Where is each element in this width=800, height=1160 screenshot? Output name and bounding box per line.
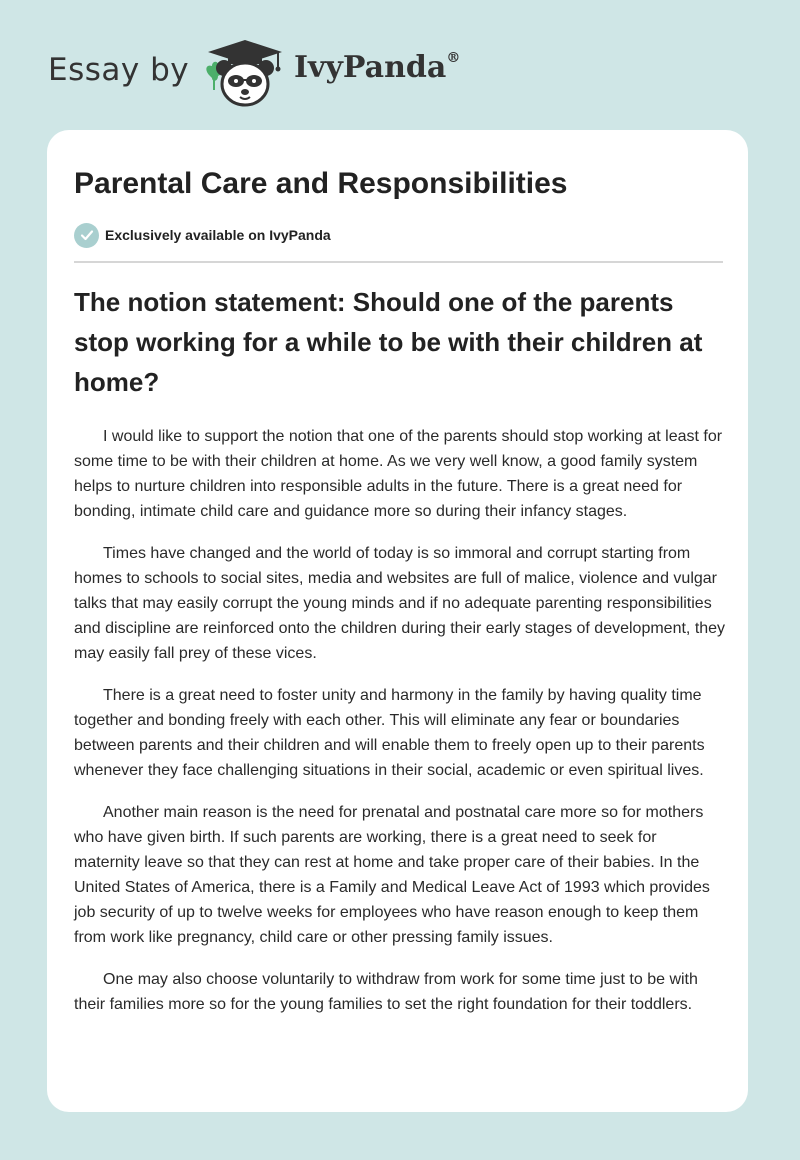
article-body [74,424,726,1034]
paragraph: One may also choose voluntarily to withdraw from work for some time just to be with their families more so for the young families to set the right foundation for their toddlers. [74,971,698,1013]
essay-by-label: Essay by [48,52,190,88]
panda-graduate-icon [200,36,290,108]
divider [74,261,723,263]
brand-text: IvyPanda [294,50,447,85]
paragraph: I would like to support the notion that one of the parents should stop working at least for some time to be with their children at home. As we very well know, a good family system helps to nurture children into responsible adults in the future. There is a great need for bonding, intimate child care and guidance more so during their infancy stages. [74,428,723,520]
exclusive-badge [74,222,331,248]
paragraph: Another main reason is the need for prenatal and postnatal care more so for mothers who have given birth. If such parents are working, there is a great need to seek for maternity leave so that they can rest at home and take proper care of their babies. In the United States of America, there is a Family and Medical Leave Act of 1993 which provides job security of up to twelve weeks for employees who have reason enough to keep them from work like pregnancy, child care or other pressing family issues. [74,804,710,946]
paragraph: Times have changed and the world of today is so immoral and corrupt starting from homes to schools to social sites, media and websites are full of malice, violence and vulgar talks that may easily corrupt the young minds and if no adequate parenting responsibilities and discipline are reinforced onto the children during their early stages of development, they may easily fall prey of these vices. [74,545,726,662]
site-header [0,0,800,130]
article-card [47,130,748,1112]
badge-label: Exclusively available on IvyPanda [105,227,331,243]
trademark-symbol: ® [446,50,461,66]
page-title: Parental Care and Responsibilities [74,167,568,200]
check-icon [74,223,99,248]
section-heading: The notion statement: Should one of the parents stop working for a while to be with their children at home? [74,287,703,397]
brand-name[interactable] [294,50,460,85]
paragraph: There is a great need to foster unity and harmony in the family by having quality time together and bonding freely with each other. This will eliminate any fear or boundaries between parents and their children and will enable them to freely open up to their parents whenever they face challenging situations in their social, academic or even spiritual lives. [74,687,705,779]
